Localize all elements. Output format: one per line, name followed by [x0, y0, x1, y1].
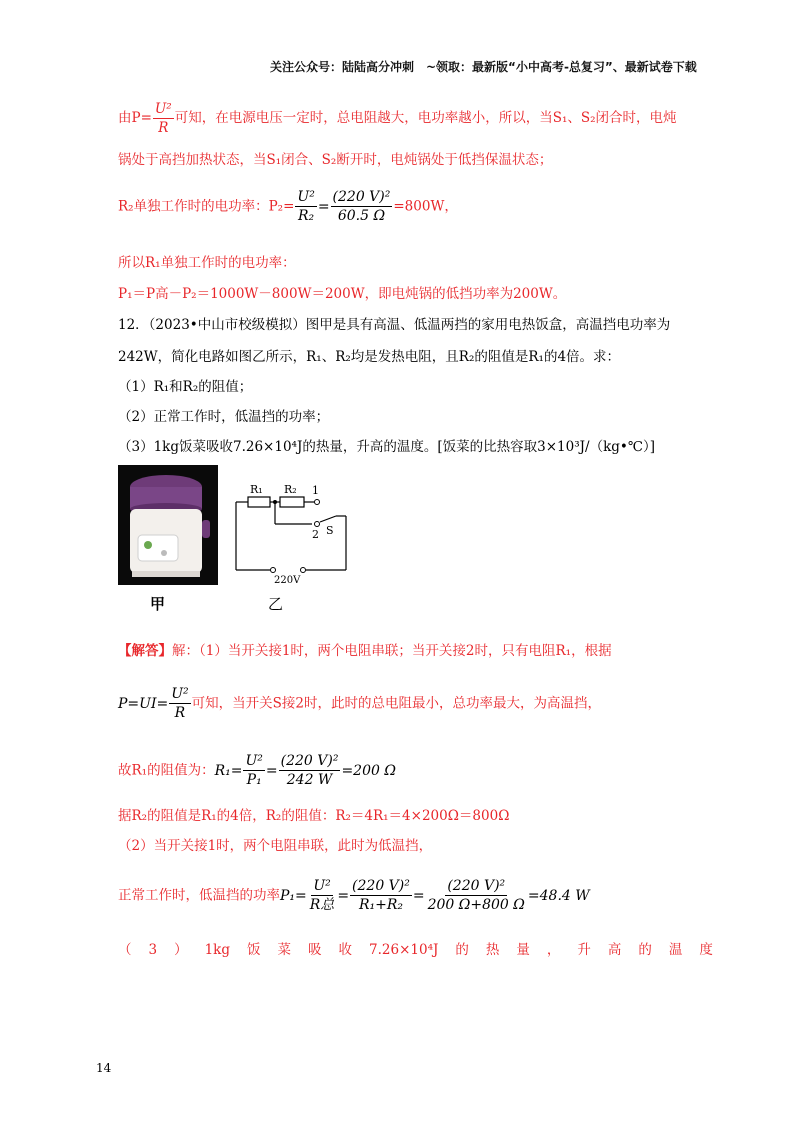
r1-label: R₁ — [250, 483, 263, 496]
answer-line-2: P=UI= $\frac{\text{U²}}{R}$ 可知，当开关S接2时，此时的总电阻最小，总功率最大，为高温挡， — [118, 686, 601, 721]
formula: P₁= $\frac{\text{U²}}{\text{R总}}$ = $\frac{\text{(220 V)²}}{\text{R₁+R₂}}$ = $\frac{\text{(220 V)²}}{200 \Omega+800 \Omega}$ =48.4 W — [280, 878, 590, 913]
prev-line-1 — [118, 100, 677, 137]
answer-line-6: 正常工作时，低温挡的功率P₁= $\frac{\text{U²}}{\text{R总}}$ = $\frac{\text{(220 V)²}}{\text{R₁+R₂}}$ = $\frac{\text{(220 V)²}}{200 \Omega+800 \Omega}$ =48.4 W — [118, 878, 590, 913]
formula: P=UI= $\frac{\text{U²}}{R}$ — [118, 686, 189, 721]
answer-line-5: （2）当开关接1时，两个电阻串联，此时为低温挡， — [118, 838, 433, 854]
answer-line-7: （ 3 ） 1kg 饭 菜 吸 收 7.26×10⁴J 的 热 量 ， 升 高 的 温 度 — [118, 942, 713, 958]
page-header: 关注公众号：陆陆高分冲刺 ~领取：最新版“小中高考-总复习”、最新试卷下载 — [270, 60, 697, 74]
fraction: $\frac{\text{U²}}{R}$ — [154, 101, 172, 136]
answer-tag: 【解答】 — [118, 643, 172, 659]
terminal-1-label: 1 — [312, 484, 319, 497]
text: 由P= — [118, 110, 152, 126]
prev-line-2: 锅处于高挡加热状态，当S₁闭合、S₂断开时，电炖锅处于低挡保温状态； — [118, 152, 553, 168]
answer-line-1: 【解答】解：（1）当开关接1时，两个电阻串联；当开关接2时，只有电阻R₁，根据 — [118, 643, 612, 659]
rice-cooker-illustration — [118, 465, 218, 585]
circuit-diagram — [228, 480, 358, 585]
q12-sub-3: （3）1kg饭菜吸收7.26×10⁴J的热量，升高的温度。[饭菜的比热容取3×10³J/（kg•℃）] — [118, 439, 655, 455]
answer-line-3: 故R₁的阻值为：R₁= $\frac{\text{U²}}{\text{P₁}}$ = $\frac{\text{(220 V)²}}{242 W}$ =200 Ω — [118, 753, 396, 788]
voltage-label: 220V — [274, 575, 301, 585]
terminal-2-label: 2 — [312, 528, 319, 541]
q12-line-2: 242W，简化电路如图乙所示，R₁、R₂均是发热电阻，且R₂的阻值是R₁的4倍。求： — [118, 349, 621, 365]
formula: R₁= $\frac{\text{U²}}{\text{P₁}}$ = $\frac{\text{(220 V)²}}{242 W}$ =200 Ω — [214, 753, 396, 788]
label-jia: 甲 — [150, 595, 166, 613]
text: 可知，在电源电压一定时，总电阻越大，电功率越小，所以，当S₁、S₂闭合时，电炖 — [174, 110, 677, 126]
q12-sub-2: （2）正常工作时，低温挡的功率； — [118, 409, 330, 425]
q12-sub-1: （1）R₁和R₂的阻值； — [118, 379, 253, 395]
answer-line-4: 据R₂的阻值是R₁的4倍，R₂的阻值：R₂＝4R₁＝4×200Ω＝800Ω — [118, 808, 510, 824]
source-terminal-right — [301, 568, 306, 573]
page-number: 14 — [96, 1061, 112, 1075]
resistor-r2 — [280, 497, 304, 507]
source-terminal-left — [271, 568, 276, 573]
switch-label: S — [326, 524, 334, 537]
q12-line-1: 12．（2023•中山市校级模拟）图甲是具有高温、低温两挡的家用电热饭盒，高温挡电功率为 — [118, 317, 671, 333]
label-yi: 乙 — [268, 595, 284, 613]
rice-cooker-photo — [118, 465, 218, 585]
prev-line-3: R₂单独工作时的电功率：P₂= $\frac{\text{U²}}{\text{R₂}}$ = $\frac{\text{(220 V)²}}{60.5 \Omega}$ =800W， — [118, 189, 458, 224]
r2-label: R₂ — [284, 483, 297, 496]
resistor-r1 — [248, 497, 270, 507]
prev-line-5: P₁＝P高－P₂＝1000W－800W＝200W，即电炖锅的低挡功率为200W。 — [118, 286, 567, 302]
formula: $\frac{\text{U²}}{\text{R₂}}$ = $\frac{\text{(220 V)²}}{60.5 \Omega}$ — [297, 189, 391, 224]
terminal-1 — [315, 500, 320, 505]
terminal-2 — [315, 522, 320, 527]
prev-line-4: 所以R₁单独工作时的电功率： — [118, 255, 296, 271]
